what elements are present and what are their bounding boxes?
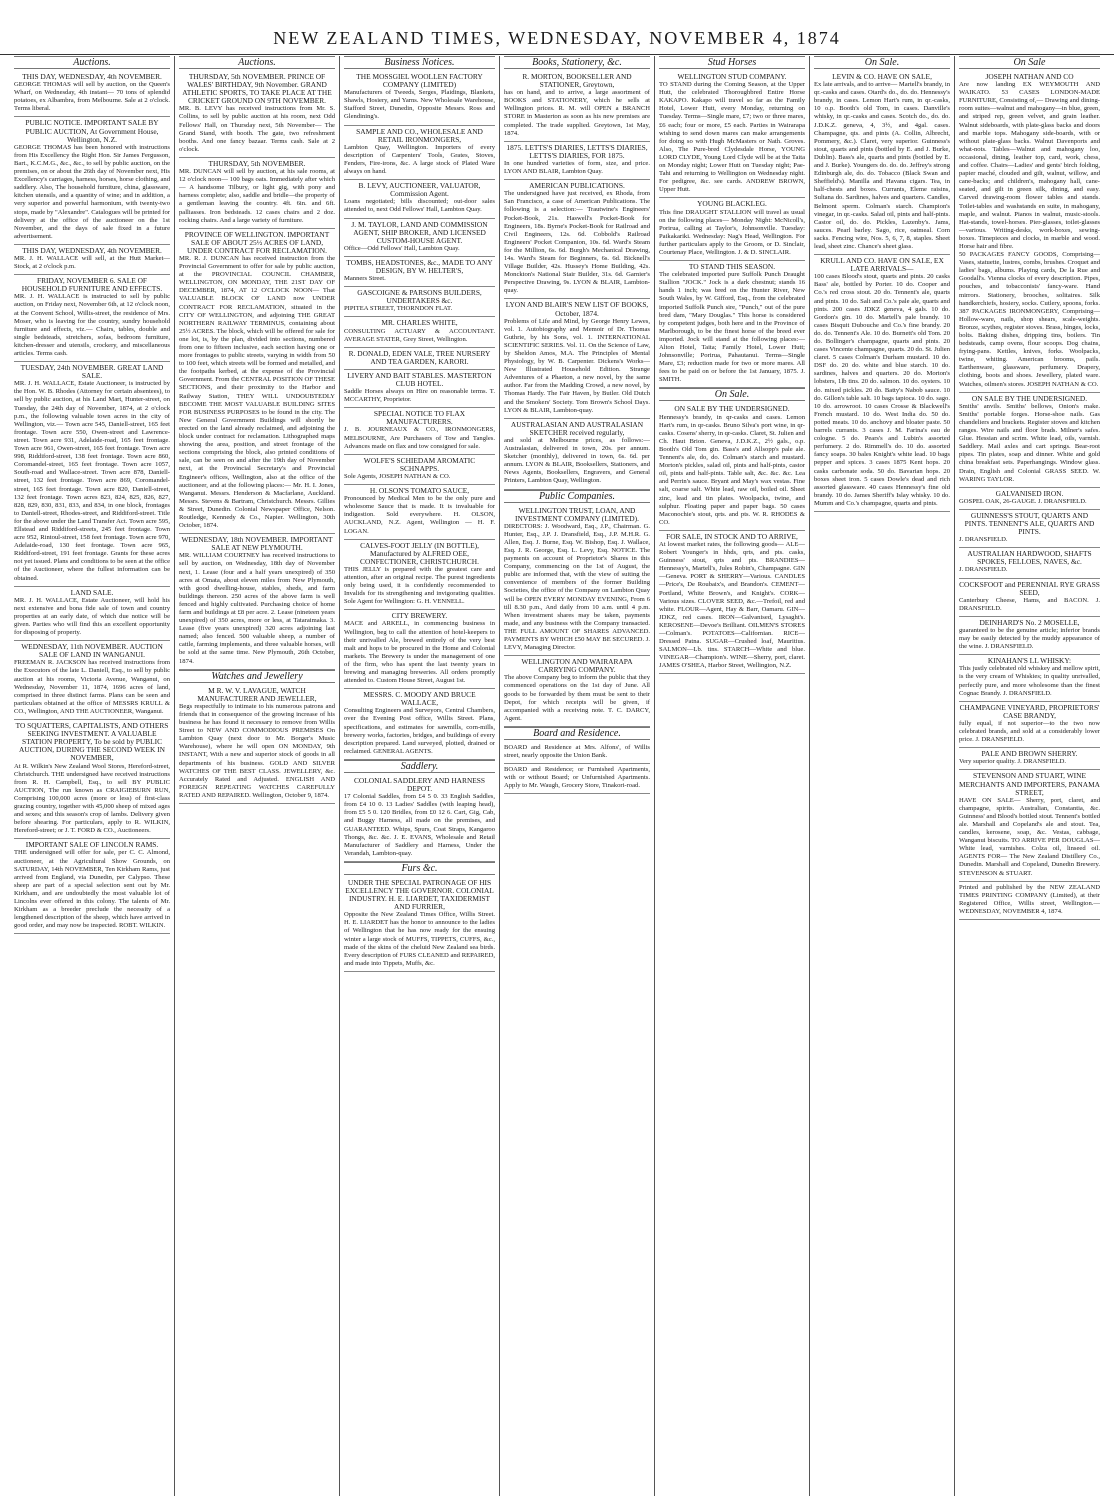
ad-heading: DEINHARD'S No. 2 MOSELLE, bbox=[979, 617, 1080, 627]
ad-body: This fine DRAUGHT STALLION will travel as usual on the following places— Monday Night: McNicoll's, Porirua, calling at Taylor's, Johnsonville. Tuesday: Paikakariki. Wednesday: Nag's Head, Wellington. For further particulars apply to the Groom, or D. Sinclair, Courtenay Place, Wellington. J. & D. SINCLAIR. bbox=[659, 208, 805, 256]
ad-heading: PROVINCE OF WELLINGTON. IMPORTANT SALE OF ABOUT 25½ ACRES OF LAND, UNDER CONTRACT FOR RECLAMATION. bbox=[184, 229, 330, 255]
ad-body: Pronounced by Medical Men to be the only pure and wholesome Sauce that is made. It is invaluable for indigestion. Sold everywhere. H. OLSON, AUCKLAND, N.Z. Agent, Wellington — H. F. LOGAN. bbox=[344, 495, 495, 535]
advertisement bbox=[504, 71, 650, 142]
advertisement bbox=[344, 126, 495, 181]
section-heading: Auctions. bbox=[14, 56, 170, 69]
ad-body: MR. J. H. WALLACE, Estate Auctioneer, is instructed by the Hon. W. B. Rhodes (Attorney for certain absentees), to sell by public auction, at his Land Mart, Hunter-street, on Tuesday, the 24th day of November, 1874, at 2 o'clock p.m., the following valuable town acres in the city of Wellington, viz.— Town acre 545, Daniell-street, 165 feet frontage. Town acre 550, Owen-street and Lawrence-street. Town acre 931, Adelaide-road, 165 feet frontage. Town acre 961, Owen-street, 165 feet frontage. Town acre 998, Riddiford-street, 138 feet frontage. Town acre 860, Coromandel-street, 165 feet frontage. Town acre 1057, South-road and Wallace-street. Town acre 878, Daniell-street, 132 feet frontage. Town acre 869, Coromandel-street, 165 feet frontage. Town acre 820, Daniell-street, 132 feet frontage. Town acres 823, 824, 825, 826, 827, 828, 829, 830, 831, 833, and 834, in one block, frontages to Daniell-street, Rhodes-street, and Riddiford-street. Title for the above under the Land Transfer Act. Town acre 595, Ellstead and Riddiford-streets, 245 feet frontage. Town acre 952, Rintoul-street, 158 feet frontage. Town acre 970, Adelaide-road, 130 feet frontage. Town acre 965, Riddiford-street, 191 feet frontage. Grants for these acres not yet issued. Plans and conditions to be seen at the office of the Auctioneer, where the fullest information can be obtained. bbox=[14, 380, 170, 582]
ad-body: PIPITEA STREET, THORNDON FLAT. bbox=[344, 305, 453, 313]
ad-heading: THIS DAY, WEDNESDAY, 4th NOVEMBER. bbox=[22, 245, 162, 255]
section-heading: On Sale bbox=[959, 56, 1100, 69]
section-heading: On Sale. bbox=[659, 388, 805, 401]
ad-heading: GALVANISED IRON. bbox=[995, 488, 1064, 498]
ad-heading: THURSDAY, 5th NOVEMBER. PRINCE OF WALES' BIRTHDAY, 9th November. GRAND ATHLETIC SPORTS, TO TAKE PLACE AT THE CRICKET GROUND ON 9TH NOVEMBER. bbox=[182, 72, 332, 106]
advertisement bbox=[959, 488, 1100, 510]
advertisement bbox=[959, 702, 1100, 748]
ad-heading: GUINNESS'S STOUT, QUARTS AND PINTS. TENNENT'S ALE, QUARTS AND PINTS. bbox=[964, 510, 1095, 537]
ad-heading: JOSEPH NATHAN AND CO bbox=[985, 72, 1074, 81]
advertisement bbox=[659, 531, 805, 675]
ad-body: GEORGE THOMAS will sell by auction, on the Queen's Wharf, on Wednesday, 4th instant— 70 tons of splendid potatoes, ex Albambra, from Melbourne. Sale at 2 o'clock. Terms liberal. bbox=[14, 81, 170, 113]
ad-body: Sole Agents, JOSEPH NATHAN & CO. bbox=[344, 472, 451, 480]
ad-heading: J. M. TAYLOR, LAND AND COMMISSION AGENT, SHIP BROKER, AND LICENSED CUSTOM-HOUSE AGENT. bbox=[351, 219, 488, 245]
ad-heading: WEDNESDAY, 11th NOVEMBER. AUCTION SALE OF LAND IN WANGANUI. bbox=[21, 642, 163, 660]
ad-heading: CITY BREWERY. bbox=[391, 611, 448, 621]
ad-body: Loans negotiated; bills discounted; out-door sales attended to, next Odd Fellows' Hall, Lambton Quay. bbox=[344, 198, 495, 214]
advertisement bbox=[344, 610, 495, 689]
ad-heading: WOLFE'S SCHIEDAM AROMATIC SCHNAPPS. bbox=[363, 455, 476, 473]
advertisement bbox=[344, 219, 495, 257]
ad-body: Saddle Horses always on Hire on reasonable terms. T. MCCARTHY, Proprietor. bbox=[344, 388, 495, 404]
advertisement bbox=[659, 198, 805, 261]
ad-heading: COLONIAL SADDLERY AND HARNESS DEPOT. bbox=[353, 775, 486, 794]
ad-heading: LIVERY AND BAIT STABLES. MASTERTON CLUB HOTEL. bbox=[347, 370, 492, 388]
advertisement bbox=[659, 71, 805, 198]
advertisement bbox=[959, 579, 1100, 617]
advertisement bbox=[504, 419, 650, 490]
ad-body: DIRECTORS: J. Woodward, Esq., J.P., Chairman. G. Hunter, Esq., J.P. J. Dransfield, Esq., J.P. M.H.R. G. Allen, Esq. J. Burne, Esq. W. Bishop, Esq. J. Wallace, Esq. J. R. George, Esq. L. Levy, Esq. NOTICE. The payments on account of Proprietor's Shares in this Company, commencing on the 1st of August, the public are informed that, with the view of suiting the convenience of members of the former Building Societies, the office of the Company on Lambton Quay will be OPEN EVERY MONDAY EVENING, From 6 till 8.30 p.m., And daily from 10 a.m. until 4 p.m. When investment shares may be taken, payments made, and any business with the Company transacted. THE FULL AMOUNT OF SHARES ADVANCED. PAYMENTS BY WHICH £50 MAY BE SECURED. J. LEVY, Managing Director. bbox=[504, 522, 650, 652]
ad-heading: YOUNG BLACKLEG. bbox=[697, 199, 767, 209]
column-4 bbox=[500, 56, 655, 1496]
column-6 bbox=[810, 56, 955, 1496]
ad-body: Are now landing EX WEYMOUTH AND WAIKATO. 53 CASES LONDON-MADE FURNITURE, Consisting of,— Drawing and dining-room suites—walnut and mahogany—in blue, green, and striped rep, green velvet, and grain leather. Walnut sideboards, with plate-glass backs and doors and marble tops. Mahogany side-boards, with or without plate-glass backs. Walnut Davenports and what-nots. Tables—Walnut and mahogany loo, occasional, dining, leather top, card, work, chess, and coffee. Chairs—Ladies' and gents' birch folding, papier maché, clouded and gilt, walnut, willow, and cane-backs; and children's, mahogany hall, cane-seated, and gilt in green silk, dining, and easy. Carved drawing-room flower tables and stands. Toilet-tables and washstands en suite, in mahogany, maple, and walnut. Pianos in walnut, music-stools. Hat-stands, towel-horses. Pier-glasses, toilet-glasses—various. Writing-desks, work-boxes, sewing-boxes. Timepieces and clocks, in marble and wood. Horse hair and fibre. bbox=[959, 81, 1100, 250]
section-heading: Business Notices. bbox=[344, 56, 495, 69]
advertisement bbox=[504, 764, 650, 794]
ad-heading: THE MOSSGIEL WOOLLEN FACTORY COMPANY (LIMITED) bbox=[356, 72, 483, 90]
advertisement bbox=[959, 882, 1100, 920]
advertisement bbox=[179, 534, 335, 670]
ad-heading: IMPORTANT SALE OF LINCOLN RAMS. bbox=[25, 840, 159, 850]
advertisement bbox=[14, 117, 170, 244]
advertisement bbox=[344, 689, 495, 760]
ad-body: At R. Wilkin's New Zealand Wool Stores, Hereford-street, Christchurch. THE undersigned have received instructions from R. H. Campbell, Esq., to sell BY PUBLIC AUCTION, The run known as CRAIGIEBURN RUN, Comprising 100,000 acres (more or less) of first-class grazing country, together with 45,000 sheep of mixed ages and sexes; and this season's crop of lambs. Delivery given before shearing. For particulars, apply to R. WILKIN, Hereford-street; or J. T. FORD & CO., Auctioneers. bbox=[14, 762, 170, 835]
section-heading: Watches and Jewellery bbox=[179, 670, 335, 683]
ad-body: TO STAND during the Coming Season, at the Upper Hutt, the celebrated Thoroughbred Entire Horse KAKAPO. Kakapo will travel so far as the Family Hotel, Lower Hutt, every Monday, returning on Tuesday. Terms—Single mare, £7; two or three mares, £6 each; four or more, £5 each. Parties in Wairarapa wishing to send down mares can make arrangements for doing so with Hugh McMasters or Nath. Groves. Also, The Pure-bred Clydesdale Horse, YOUNG LORD CLYDE, Young Lord Clyde will be at the Taita on Monday night; Lower Hutt on Tuesday night; Pae-Tahi and returning to Wellington on Wednesday night. For pedigree, &c. see cards. ANDREW BROWN, Upper Hutt. bbox=[659, 81, 805, 194]
advertisement bbox=[14, 71, 170, 117]
ad-heading: R. DONALD, EDEN VALE, TREE NURSERY AND TEA GARDEN, KARORI. bbox=[348, 348, 491, 366]
ad-heading: 1875. LETTS'S DIARIES, LETTS'S DIARIES, LETTS'S DIARIES, FOR 1875. bbox=[506, 142, 648, 160]
ad-heading: TOMBS, HEADSTONES, &c., MADE TO ANY DESIGN, BY W. HELTER'S, bbox=[346, 257, 493, 275]
ad-heading: KRULL AND CO. HAVE ON SALE, EX LATE ARRIVALS— bbox=[820, 256, 944, 274]
ad-body: MR. WILLIAM COURTNEY has received instructions to sell by auction, on Wednesday, 18th day of November next, 1. Lease (four and a half years unexpired) of 350 acres at Omata, about eleven miles from New Plymouth, with good dwelling-house, stables, sheds, and farm buildings thereon. 250 acres of the above farm is well fenced and highly cultivated. Purchasing choice of home farm and buildings at £8 per acre. 2. Lease (nineteen years unexpired) of 350 acres, more or less, at Tataraimaka. 3. Lease (five years unexpired) 320 acres adjoining last named; also fenced. 500 valuable sheep, a number of cattle, farming implements, and three valuable horses, will be sold at the same time. New Plymouth, 26th October, 1874. bbox=[179, 552, 335, 665]
advertisement bbox=[504, 299, 650, 418]
ad-body: MR. J. H. WALLACE, Estate Auctioneer, will hold his next extensive and bona fide sale of town and country properties at an early date, of which due notice will be given. Parties who will find this an excellent opportunity for disposing of property. bbox=[14, 596, 170, 637]
section-heading: On Sale. bbox=[814, 56, 950, 69]
ad-heading: AMERICAN PUBLICATIONS. bbox=[529, 181, 625, 191]
ad-body: J. DRANSFIELD. bbox=[959, 566, 1008, 574]
ad-heading: COCKSFOOT and PERENNIAL RYE GRASS SEED, bbox=[959, 579, 1100, 597]
column-2 bbox=[175, 56, 340, 1496]
advertisement bbox=[504, 142, 650, 180]
ad-heading: TO STAND THIS SEASON. bbox=[688, 262, 776, 272]
advertisement bbox=[959, 71, 1100, 393]
ad-body: This justly celebrated old whiskey and mellow spirit, is the very cream of Whiskies; in quality unrivalled, perfectly pure, and more wholesome than the finest Cognac Brandy. J. DRANSFIELD. bbox=[959, 665, 1100, 697]
ad-body: MR. J. H. WALLACE will sell, at the Hutt Market— Stock, at 2 o'clock p.m. bbox=[14, 254, 170, 271]
ad-heading: THIS DAY, WEDNESDAY, 4th NOVEMBER. bbox=[22, 72, 162, 81]
advertisement bbox=[959, 548, 1100, 578]
advertisement bbox=[959, 770, 1100, 881]
ad-body: Manufacturers of Tweeds, Serges, Plaidings, Blankets, Shawls, Hosiery, and Yarns. New Wholesale Warehouse, Stafford Street, Dunedin, Opposite Messrs. Ross and Glendining's. bbox=[344, 89, 495, 121]
ad-body: MR. DUNCAN will sell by auction, at his sale rooms, at 12 o'clock noon— 100 bags oats. Immediately after which— A handsome Tilbury, or light gig, with pony and harness complete; also, saddle and bridle—the property of a gentleman leaving the country. 4ft. 6in. and 6ft. palliasses. Iron bedsteads. 12 cases chairs and 2 doz. rocking chairs. And a large variety of furniture. bbox=[179, 168, 335, 224]
ad-body: and sold at Melbourne prices, as follows:— Australasian, delivered in town, 20s. per annum. Sketcher (monthly), delivered in town, 6s. 6d. per annum. LYON & BLAIR, Booksellers, Stationers, and News Agents, Booksellers, Engravers, and General Printers, Lambton Quay, Wellington. bbox=[504, 436, 650, 485]
advertisement bbox=[504, 505, 650, 657]
ad-body: HAVE ON SALE— Sherry, port, claret, and champagne, spirits. Australian, Constantia, &c. Guinness' and Blood's bottled stout. Tennent's bottled ale. Marshall and Copeland's ale and stout. Tea, candles, kerosene, soap, &c. Vestas, cabbage, Wanganui biscuits. TO ARRIVE PER DOUGLAS— White lead, varnishes. Colza oil, linseed oil. AGENTS FOR— The New Zealand Distillery Co., Dunedin. Marshall and Copeland, Dunedin Brewery. STEVENSON & STUART. bbox=[959, 796, 1100, 877]
section-heading: Board and Residence. bbox=[504, 727, 650, 740]
ad-body: GEORGE THOMAS has been honored with instructions from His Excellency the Right Hon. Sir James Fergusson, Bart., K.C.M.G., &c., &c., to sell by public auction, on the premises, on or about the 26th day of November next, His Excellency's carriages, harness, horses, horse clothing, and saddlery. Also, The household furniture, china, glassware, kitchen utensils, and a quantity of wine; and in addition, a very superior and powerful harmonium, with twenty-two stops, made by "Alexandre". Catalogues will be printed for delivery at the office of the auctioneer on the 1st November, and the days of sale fixed in a future advertisement. bbox=[14, 143, 170, 240]
advertisement bbox=[14, 362, 170, 587]
ad-body: 17 Colonial Saddles, from £4 5 0. 33 English Saddles, from £4 10 0. 13 Ladies' Saddles (with leaping head), from £5 5 0. 120 Bridles, from £0 12 6. Cart, Gig, Cab, and Buggy Harness, all made on the premises, and GUARANTEED. Whips, Spurs, Coat Straps, Kangaroo Thongs, &c. &c. J. E. EVANS, Wholesale and Retail Manufacturer of Saddlery and Harness, Under the Verandah, Lambton-quay. bbox=[344, 793, 495, 857]
column-3 bbox=[340, 56, 500, 1496]
ad-heading: LEVIN & CO. HAVE ON SALE, bbox=[832, 72, 932, 81]
section-heading: Saddlery. bbox=[344, 760, 495, 773]
advertisement bbox=[14, 587, 170, 642]
advertisement bbox=[504, 656, 650, 727]
section-heading: Stud Horses bbox=[659, 56, 805, 69]
ad-heading: GASCOIGNE & PARSONS BUILDERS, UNDERTAKERS &c. bbox=[357, 288, 482, 306]
advertisement bbox=[344, 71, 495, 126]
ad-heading: FOR SALE, IN STOCK AND TO ARRIVE, bbox=[666, 531, 798, 541]
ad-heading: M R. W. V. LAVAGUE, WATCH MANUFACTURER AND JEWELLER, bbox=[197, 685, 317, 703]
ad-body: In one hundred varieties of form, size, and price. LYON AND BLAIR, Lambton Quay. bbox=[504, 159, 650, 176]
ad-body: MR. J. H. WALLACE is instructed to sell by public auction, on Friday next, November 6th, at 12 o'clock noon, at the Convent School, Willis-street, the residence of Mrs. Moser, who is leaving for the country, sundry household furniture and effects, viz.— Chairs, tables, double and single bedsteads, stretchers, sofas, bedroom furniture, kitchen-dresser and utensils, crockery, and miscellaneous articles. Terms cash. bbox=[14, 293, 170, 357]
ad-heading: FRIDAY, NOVEMBER 6. SALE OF HOUSEHOLD FURNITURE AND EFFECTS. bbox=[21, 276, 163, 294]
ad-heading: AUSTRALASIAN AND AUSTRALASIAN SKETCHER received regularly, bbox=[510, 419, 644, 437]
ad-heading: PUBLIC NOTICE. IMPORTANT SALE BY PUBLIC AUCTION, At Government House, Wellington, N.Z. bbox=[25, 118, 159, 144]
advertisement bbox=[814, 255, 950, 512]
ad-heading: WELLINGTON AND WAIRARAPA CARRYING COMPANY. bbox=[521, 657, 633, 675]
ad-body: Very superior quality. J. DRANSFIELD. bbox=[959, 758, 1067, 766]
ad-heading: WELLINGTON STUD COMPANY. bbox=[677, 72, 787, 81]
ad-body-continued: 50 PACKAGES FANCY GOODS, Comprising— Vases, statuette, lustres, combs, brushes. Croquet and ladies' bags, albums. Playing cards, De la Rue and Goodall's. Vienna clocks of every description. Pipes, pouches, and tobacconists' fancy-ware. Hand mirrors. Stationery, brooches, solitaires. Silk handkerchiefs, hosiery, socks. Cutlery, spoons, forks. 387 PACKAGES IRONMONGERY, Comprising— Hollow-ware, nails, shop shears, scale-weights. Bronze, scythes, register stoves. Brass, hinges, locks, bolts. Baking dishes, dripping tins, boilers. Tin bedsteads, camp ovens, flour scoops. Dog chains, frying-pans. Kettles, knives, forks. Woolpacks, twine, whiting. American brooms, pails. Earthenware, glassware, perfumery. Drapery, clothing, boots and shoes. Jewellery, plated ware. Watches, oilmen's stores. JOSEPH NATHAN & CO. bbox=[959, 251, 1100, 388]
ad-heading: PALE AND BROWN SHERRY. bbox=[981, 749, 1078, 759]
masthead bbox=[0, 0, 1114, 55]
advertisement bbox=[344, 540, 495, 611]
advertisement bbox=[959, 510, 1100, 548]
ad-heading: STEVENSON AND STUART, WINE MERCHANTS AND IMPORTERS, PANAMA STREET, bbox=[959, 771, 1100, 797]
ad-heading: TO SQUATTERS, CAPITALISTS, AND OTHERS SEEKING INVESTMENT. A VALUABLE STATION PROPERTY, To be sold by PUBLIC AUCTION, DURING THE SECOND WEEK IN NOVEMBER, bbox=[15, 721, 169, 763]
advertisement bbox=[959, 748, 1100, 770]
advertisement bbox=[344, 287, 495, 317]
section-heading: Public Companies. bbox=[504, 490, 650, 503]
ad-body: Consulting Engineers and Surveyors, Central Chambers, over the Evening Post office, Willis Street. Plans, specifications, and estimates for sawmills, corn-mills, brewery works, factories, bridges, and buildings of every description prepared. Land surveyed, plotted, drained or reclaimed. GENERAL AGENTS. bbox=[344, 707, 495, 755]
ad-body: Begs respectfully to intimate to his numerous patrons and friends that in consequence of the growing increase of his business he has found it necessary to remove from Willis Street to NEW AND COMMODIOUS PREMISES On Lambton Quay (next door to Mr. Borger's Music Warehouse), where he will open ON MONDAY, 9th INSTANT, With a new and superior stock of goods in all departments of his business. GOLD AND SILVER WATCHES OF THE BEST CLASS. JEWELLERY, &c. Accurately Rated and Adjusted. ENGLISH AND FOREIGN REPEATING WATCHES CAREFULLY RATED AND REPAIRED. Wellington, October 9, 1874. bbox=[179, 702, 335, 799]
advertisement bbox=[959, 655, 1100, 701]
column-1 bbox=[10, 56, 175, 1496]
advertisement bbox=[344, 180, 495, 218]
advertisement bbox=[179, 158, 335, 229]
ad-heading: AUSTRALIAN HARDWOOD, SHAFTS SPOKES, FELLOES, NAVES, &c. bbox=[967, 549, 1092, 567]
advertisement bbox=[504, 742, 650, 764]
ad-heading: CHAMPAGNE VINEYARD, PROPRIETORS' CASE BRANDY, bbox=[959, 702, 1100, 720]
ad-body: Problems of Life and Mind, by George Henry Lewes, vol. 1. Autobiography and Memoir of Dr. Thomas Guthrie, by his Sons, vol. 1. INTERNATIONAL SCIENTIFIC SERIES. Vol. 11. On the Science of Law, by Sheldon Amos, M.A. The Principles of Mental Physiology, by W. B. Carpenter. Dickens's Works—New Illustrated Household Edition. Strange Adventures of a Phaeton, a new novel, by the same author. Far from the Madding Crowd, a new novel, by Thomas Hardy. The Fair Haven, by Butler. Old Dutch and the Smokers' Society. Tom Brown's School Days. LYON & BLAIR, Lambton-quay. bbox=[504, 317, 650, 414]
ad-heading: WELLINGTON TRUST, LOAN, AND INVESTMENT COMPANY (LIMITED). bbox=[515, 505, 639, 523]
page-title: NEW ZEALAND TIMES, WEDNESDAY, NOVEMBER 4, 1874 bbox=[273, 28, 841, 48]
advertisement bbox=[179, 71, 335, 158]
ad-heading: KINAHAN'S LL WHISKY: bbox=[987, 656, 1072, 666]
advertisement bbox=[814, 71, 950, 255]
section-heading: Books, Stationery, &c. bbox=[504, 56, 650, 69]
advertisement bbox=[344, 455, 495, 485]
ad-heading: MESSRS. C. MOODY AND BRUCE WALLACE, bbox=[363, 690, 476, 708]
ad-body: Canterbury Cheese, Hams, and BACON. J. DRANSFIELD. bbox=[959, 596, 1100, 612]
ad-body: Office—Odd Fellows' Hall, Lambton Quay. bbox=[344, 244, 460, 252]
advertisement bbox=[344, 877, 495, 972]
section-heading: Auctions. bbox=[179, 56, 335, 69]
ad-body: THIS JELLY is prepared with the greatest care and attention, after an original recipe. The purest ingredients only being used, it is confidently recommended to Invalids for its strengthening and invigorating qualities. Sole Agent for Wellington: G. H. VENNELL. bbox=[344, 565, 495, 606]
ad-body: Manners Street. bbox=[344, 275, 386, 283]
ad-body: J. DRANSFIELD. bbox=[959, 536, 1008, 544]
ad-body: Printed and published by the NEW ZEALAND TIMES PRINTING COMPANY (Limited), at their Registered Office, Willis street, Wellington.—WEDNESDAY, NOVEMBER 4, 1874. bbox=[959, 883, 1100, 915]
ad-body: BOARD and Residence at Mrs. Alfons', of Willis street, nearly opposite the Union Bank. bbox=[504, 743, 650, 760]
ad-body: Opposite the New Zealand Times Office, Willis Street. H. E. LIARDET has the honor to announce to the ladies of Wellington that he has now ready for the ensuing winter a large stock of MUFFS, TIPPETS, CUFFS, &c., made of the skins of the cheluid New Zealand sea birds. Every description of FURS CLEANED and REPAIRED, and made into Tippets, Muffs, &c. bbox=[344, 911, 495, 967]
ad-heading: B. LEVY, AUCTIONEER, VALUATOR, Commission Agent. bbox=[358, 181, 481, 199]
advertisement bbox=[659, 261, 805, 388]
ad-heading: LYON AND BLAIR'S NEW LIST OF BOOKS, October, 1874. bbox=[505, 300, 649, 318]
section-heading: Furs &c. bbox=[344, 862, 495, 875]
ad-heading: R. MORTON, BOOKSELLER AND STATIONER, Greytown, bbox=[522, 72, 632, 90]
ad-body: THE undersigned will offer for sale, per C. C. Almond, auctioneer, at the Agricultural Show Grounds, on SATURDAY, 14th NOVEMBER, Ten Kirkham Rams, just arrived from England, via Dunedin, per Calypso. These sheep are part of a special selection sent out by Mr. Kirkham, and are undoubtedly the most valuable lot of Lincolns ever offered in this colony. The talents of Mr. Kirkham as a breeder preclude the necessity of a lengthened description of the sheep, which have arrived in good order, and may now be inspected. ROBT. WILKIN. bbox=[14, 849, 170, 930]
ad-body: Lambton Quay, Wellington. Importers of every description of Carpenters' Tools, Grates, Stoves, Fenders, Fire-irons, &c. A large stock of Plated Ware always on hand. bbox=[344, 143, 495, 176]
ad-body: The above Company beg to inform the public that they commenced operations on the 1st day of June. All goods to be forwarded by them must be sent to their Depot, for which receipts will be given, if accompanied with a receiving note. T. C. DARCY, Agent. bbox=[504, 674, 650, 722]
ad-body: BOARD and Residence; or Furnished Apartments, with or without Board; or Unfurnished Apartments. Apply to Mr. Waugh, Grocery Store, Tinakori-road. bbox=[504, 766, 650, 790]
advertisement bbox=[344, 257, 495, 287]
advertisement bbox=[14, 720, 170, 839]
ad-body: MR. B. LEVY has received instructions from Mr. S. Collins, to sell by public auction at his room, next Odd Fellows' Hall, on Thursday next, 5th November— The Grand Stand, with booth. The gate, two refreshment booths. And one fancy bazaar. Terms cash. Sale at 2 o'clock. bbox=[179, 105, 335, 153]
ad-body: J. B. JOURNEAUX & CO., IRONMONGERS, MELBOURNE, Are Purchasers of Tow and Tangles. Advances made on flax and tow consigned for sale. bbox=[344, 426, 495, 450]
ad-heading: UNDER THE SPECIAL PATRONAGE OF HIS EXCELLENCY THE GOVERNOR. COLONIAL INDUSTRY. H. E. LIARDET, TAXIDERMIST AND FURRIER, bbox=[345, 877, 494, 912]
column-7 bbox=[955, 56, 1104, 1496]
ad-body: Hennessy's brandy, in qr-casks and cases. Lemon Hart's rum, in qr-casks. Bruno Silva's port wine, in qr-casks. Cosens' sherry, in qr-casks. Claret, St. Julien and Ch. Haut Brion. Geneva, J.D.K.Z., 2½ gals., o.p. Booth's Old Tom gin. Bass's and Allsopp's pale ale. Tennent's ale, do, do. Colman's starch and mustard. Morton's pickles, salad oil, pints and half-pints, castor oil, pints and half-pints. Table salt, &c. &c. &c. Lea and Perrin's sauce. Bryant and May's wax vestas. Fine salt, coarse salt. White lead, raw oil, boiled oil. Sheet zinc, lead and tin plates. Woolpacks, twine, and sulphur. Floating paper and paper bags. 50 cases Maconochie's stout, qrts. and pts. W. R. RHODES & CO. bbox=[659, 413, 805, 526]
ad-heading: MR. CHARLES WHITE, bbox=[381, 318, 458, 328]
ad-heading: TUESDAY, 24th NOVEMBER. GREAT LAND SALE. bbox=[20, 363, 164, 381]
advertisement bbox=[14, 275, 170, 362]
advertisement bbox=[659, 403, 805, 530]
ad-heading: THURSDAY, 5th NOVEMBER. bbox=[208, 158, 306, 168]
ad-body: At lowest market rates, the following goods— ALE—Robert Younger's in hhds, qrts, and pts. casks, Guinness' stout, qrts and pts. BRANDIES—Hennessy's, Martell's, Jules Robin's, Champagne. GIN—Geneva. PORT & SHERRY—Various. CANDLES—Price's, De Roubaix's, and Brandon's. CEMENT—Portland, White Brown's, and Knight's. CORK—Various sizes. CLOVER SEED, &c.—Trefoil, red and white. FLOUR—Agent, Hay & Barr, Oamaru. GIN—JDKZ, red cases. IRON—Galvanised, Lysaght's. KEROSENE—Devoe's Brilliant. OILMEN'S STORES—Colman's. POTATOES—Californian. RICE—Dressed Patna. SUGAR—Crushed loaf, Mauritius. SALMON—Lb. tins. STARCH—White and blue. VINEGAR—Champion's. WINE—Sherry, port, claret. JAMES O'SHEA, Harbor Street, Wellington, N.Z. bbox=[659, 540, 805, 670]
ad-body: The celebrated imported pure Suffolk Punch Draught Stallion "JOCK." Jock is a dark chestnut; stands 16 hands 1 inch; was bred on the Hunter River, New South Wales, by W. Gifford, Esq., from the celebrated imported Suffolk Punch sire, "Punch," out of the pure bred dam, "Mary Douglas." This horse is considered by competent judges, both here and in the Province of Marlborough, to be the finest horse of the breed ever imported. Jock will stand at the following places:— Alton Hotel, Taita; Family Hotel, Lower Hutt; Johnsonville; Porirua, Pahautanui. Terms—Single Mare, £3; reduction made for two or more mares. All fees to be paid on or before the 1st January, 1875. J. SMITH. bbox=[659, 271, 805, 384]
ad-body: fully equal, if not superior—to the two now celebrated brands, and sold at a considerably lower price. J. DRANSFIELD. bbox=[959, 719, 1100, 744]
ad-heading: SAMPLE AND CO., WHOLESALE AND RETAIL IRONMONGERS, bbox=[356, 126, 483, 144]
advertisement bbox=[344, 317, 495, 347]
advertisement bbox=[504, 180, 650, 299]
advertisement bbox=[959, 393, 1100, 488]
ad-body: The undersigned have just received, ex Rhoda, from San Francisco, a case of American Publications. The following is a selection:— Trautwine's Engineers' Pocket-Book, 21s. Haswell's Pocket-Book for Engineers, 18s. Byrne's Pocket-Book for Railroad and Civil Engineers, 12s. 6d. Cobbold's Railroad Engineers' Pocket Companion, 10s. 6d. Ward's Steam for the Million, 6s. 6d. Burgh's Mechanical Drawing, 14s. Ward's Steam for Beginners, 6s. 6d. Bicknell's Village Builder, 42s. Hussey's Home Building, 42s. Monckton's National Stair Builder, 31s. 6d. Garnier's Perspective Drawing, 9s. LYON & BLAIR, Lambton-quay. bbox=[504, 190, 650, 295]
advertisement bbox=[179, 229, 335, 534]
ad-body: 100 cases Blood's stout, quarts and pints. 20 casks Bass' ale, bottled by Porter. 10 do. Cooper and Co.'s red cross stout. 20 do. Tennent's ale, quarts and pints. 10 do. Salt and Co.'s pale ale, quarts and pints. 200 cases JDKZ geneva, 4 gals. 10 do. Gordon's gin. 10 do. Martell's pale brandy. 10 cases Bisquit Dubouche and Co.'s fine brandy. 20 do. do. Tennent's Ale. 10 do. Burnett's old Tom. 20 do. Bollinger's champagne, quarts and pints. 20 cases Vincente champagne, quarts. 20 do. St. Julien claret. 5 cases Colman's Durham mustard. 10 do. DSF do. 20 do. white and blue starch. 10 do. sardines, halves and quarters. 20 do. Morton's lobsters, 1lb tins. 20 do. salmon. 10 do. oysters. 10 do. mixed pickles. 20 do. Batty's Nabob sauce. 10 do. Gillon's table salt. 10 bags tapioca. 10 do. sago. 10 do. arrowroot. 10 cases Crosse & Blackwell's French mustard. 10 do. West India do. 50 do. potted meats. 10 do. anchovy and bloater paste. 50 barrels currants. 3 cases J. M. Farina's eau de cologne. 5 do. Pears's and Lubin's assorted perfumery. 2 do. Rimmell's do. 10 do. assorted fancy soaps. 30 bales Knight's white lead. 10 bags pepper and spices. 3 cases 1875 Kent hops. 20 casks carbonate soda. 50 do. Bavarian hops. 20 boxes sheet iron. 5 cases Dowle's dead and rich assorted glassware. 40 cases Hennessy's fine old brandy. 10 do. James Sheriff's Islay whisky. 10 do. Mumm and Co.'s champagne, quarts and pints. bbox=[814, 273, 950, 507]
ad-body: GOSPEL OAK, 26-GAUGE. J. DRANSFIELD. bbox=[959, 497, 1087, 505]
advertisement bbox=[959, 617, 1100, 655]
advertisement bbox=[14, 641, 170, 720]
advertisement bbox=[344, 775, 495, 862]
advertisement bbox=[179, 685, 335, 804]
ad-body: has on hand, and to arrive, a large assortment of BOOKS and STATIONERY, which he sells at Wellington prices. R. M. will OPEN a BRANCH STORE in Masterton as soon as his new premises are completed. The trade supplied. Greytown, 1st May, 1874. bbox=[504, 89, 650, 137]
ad-body: MR. R. J. DUNCAN has received instruction from the Provincial Government to offer for sale by public auction, at the PROVINCIAL COUNCIL CHAMBER, WELLINGTON, ON MONDAY, THE 21ST DAY OF DECEMBER, 1874, AT 12 O'CLOCK NOON— That VALUABLE BLOCK OF LAND now UNDER CONTRACT FOR RECLAMATION, situated in the CITY OF WELLINGTON, and adjoining THE GREAT NORTHERN RAILWAY TERMINUS, containing about 25½ ACRES. The block, which will be offered for sale for one lot, is, by the plan, divided into sections, numbered from one to fifteen inclusive, each section having one or more frontages to public streets, varying in width from 50 to 100 feet, which streets will be formed and metalled, and the footpaths kerbed, at the expense of the Provincial Government. From the CENTRAL POSITION OF THESE SECTIONS, and their proximity to the Harbor and Railway Station, THEY WILL UNDOUBTEDLY BECOME THE MOST VALUABLE BUILDING SITES FOR BUSINESS PURPOSES to be found in the city. The New General Government Buildings will shortly be erected on the land already reclaimed, and adjoining the block under contract for reclamation. Lithographed maps showing the area, position, and street frontage of the sections comprising the block, also printed conditions of sale, can be seen on and after the 19th day of November next, at the Provincial Secretary's and Provincial Engineer's offices, Wellington, also at the office of the auctioneer, and at the following places:— Mr. H. I. Jones, Wanganui. Messrs. Henderson & Macfarlane, Auckland. Messrs. Stevens & Bartram, Christchurch. Messrs. Gillies & Street, Dunedin. Colonial Newspaper Office, Nelson. Routledge, Kennedy & Co., Napier. Wellington, 30th October, 1874. bbox=[179, 254, 335, 530]
ad-heading: SPECIAL NOTICE TO FLAX MANUFACTURERS. bbox=[373, 409, 466, 427]
ad-heading: LAND SALE. bbox=[70, 587, 114, 597]
ad-body: FREEMAN R. JACKSON has received instructions from the Executors of the late L. Daniell, Esq., to sell by public auction at his rooms, Victoria Avenue, Wanganui, on Wednesday, November 11, 1874, 1696 acres of land, comprised in three distinct farms. Plans can be seen and particulars obtained at the office of MESSRS KRULL & CO., Wellington, AND THE AUCTIONEER, Wanganui. bbox=[14, 659, 170, 715]
ad-body: Smiths' anvils. Smiths' bellows, Onion's make. Smiths' portable forges. Horse-shoe nails. Gas chandeliers and brackets. Register stoves and kitchen ranges. Wire nails and floor brads. Milner's safes. Glue. Hessian and scrim. White lead, oils, varnish. Saddlery. Mail axles and cart springs. Bear-root pipes. Tin plates, soap and dinner. White and gold china breakfast sets. Paperhangings. Window glass. Drain, English and Colonial GRASS SEED. W. WARING TAYLOR. bbox=[959, 402, 1100, 483]
ad-heading: ON SALE BY THE UNDERSIGNED. bbox=[674, 404, 790, 414]
advertisement bbox=[344, 408, 495, 454]
ad-body: Ex late arrivals, and to arrive— Martell's brandy, in qr.-casks and cases. Otard's do., do. do. Hennessy's brandy, in cases. Lemon Hart's rum, in qr.-casks, 10 o.p. Booth's old Tom, in cases. Danville's whisky, in qr.-casks and cases. Scotch do., do. do. J.D.K.Z. geneva, 4, 3½, and 4gal. cases. Champagne, qts. and pints (A. Collin, Albrecht, Pommery, &c.). Claret, very superior. Guinness's stout, quarts and pints (bottled by E. and J. Burke, Dublin). Bass's ale, quarts and pints (bottled by E. and J. Burke). Youngers do. do. do. Jeffrey's strong Edinburgh ale, do. do. Tobacco (Black Swan and Sheffield's). Manilla and Havana cigars. Tea, in half-chests and boxes. Currants, Eleme raisins, Sultana do. Sardines, halves and quarters. Candles, Belmont sperm. Colman's starch. Champion's vinegar, in qr.-casks. Salad oil, pints and half-pints. Castor oil, do. do. Pickles, Lazenby's. Jams, sauces. Pearl barley. Sago, rice, oatmeal. Corn sacks. Fencing wire, Nos. 5, 6, 7, 8, staples. Sheet lead, sheet zinc. Chance's sheet glass. bbox=[814, 81, 950, 250]
advertisement bbox=[344, 485, 495, 540]
column-5 bbox=[655, 56, 810, 1496]
advertisement bbox=[344, 348, 495, 370]
ad-body: CONSULTING ACTUARY & ACCOUNTANT. AVERAGE STATER, Grey Street, Wellington. bbox=[344, 327, 495, 343]
advertisement bbox=[14, 245, 170, 275]
ad-heading: CALVES-FOOT JELLY (IN BOTTLE), Manufactured by ALFRED OEE, CONFECTIONER, CHRISTCHURCH. bbox=[360, 540, 479, 566]
advertisement bbox=[344, 370, 495, 408]
ad-heading: H. OLSON'S TOMATO SAUCE, bbox=[369, 486, 470, 496]
ad-heading: ON SALE BY THE UNDERSIGNED. bbox=[971, 393, 1088, 403]
advertisement bbox=[14, 839, 170, 934]
ad-heading: WEDNESDAY, 18th NOVEMBER. IMPORTANT SALE AT NEW PLYMOUTH. bbox=[181, 535, 333, 553]
ad-body: guaranteed to be the genuine article; inferior brands may be easily detected by the muddy appearance of the wine. J. DRANSFIELD. bbox=[959, 627, 1100, 651]
ad-body: MACE and ARKELL, in commencing business in Wellington, beg to call the attention of hotel-keepers to their unrivalled Ale, brewed entirely of the very best malt and hops to be procured in the Home and Colonial markets. The Brewery is under the management of one of the firm, who has spent the last twenty years in brewing and managing breweries. All orders promptly attended to. Custom House Street, August 1st. bbox=[344, 620, 495, 685]
column-container bbox=[10, 56, 1104, 1496]
